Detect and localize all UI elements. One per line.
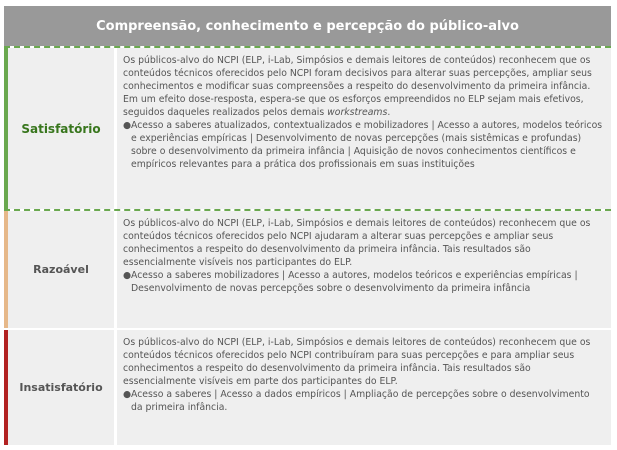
row-label-insatisfatorio: Insatisfatório <box>4 330 114 445</box>
bullet-icon: ● <box>123 270 132 281</box>
rubric-table <box>4 6 611 445</box>
bullet-icon: ● <box>123 389 132 400</box>
row-label-satisfatorio: Satisfatório <box>4 48 114 209</box>
row-description: Os públicos-alvo do NCPI (ELP, i-Lab, Simpósios e demais leitores de conteúdos) reconhecem que os conteúdos técnicos oferecidos pelo NCPI ajudaram a alterar suas percepções e ampliar seus conhecimentos a respeito do desenvolvimento da primeira infância. Tais resultados são essencialmente visíveis nos participantes do ELP. <box>123 218 591 268</box>
table-row-razoavel <box>4 211 611 328</box>
row-label-razoavel: Razoável <box>4 211 114 328</box>
row-bullet: ●Acesso a saberes | Acesso a dados empíricos | Ampliação de percepções sobre o desenvolvimento da primeira infância. <box>123 389 590 413</box>
row-content-insatisfatorio <box>114 330 611 445</box>
row-description: Os públicos-alvo do NCPI (ELP, i-Lab, Simpósios e demais leitores de conteúdos) reconhecem que os conteúdos técnicos oferecidos pelo NCPI foram decisivos para alterar suas percepções, ampliar seus conhecimentos e modificar suas compreensões a respeito do desenvolvimento da primeira infância. Em um efeito dose-resposta, espera-se que os esforços empreendidos no ELP sejam mais efetivos, seguidos daqueles realizados pelos demais workstreams. <box>123 55 592 118</box>
row-bullet: ●Acesso a saberes atualizados, contextualizados e mobilizadores | Acesso a autores, modelos teóricos e experiências empíricas | Desenvolvimento de novas percepções (mais sistêmicas e profundas) sobre o desenvolvimento da primeira infância | Aquisição de novos conhecimentos científicos e empíricos relevantes para a prática dos profissionais em suas instituições <box>123 120 603 170</box>
bullet-icon: ● <box>123 120 132 131</box>
row-content-razoavel <box>114 211 611 328</box>
table-row-satisfatorio <box>4 46 611 211</box>
table-row-insatisfatorio <box>4 328 611 445</box>
table-title: Compreensão, conhecimento e percepção do público-alvo <box>4 6 611 46</box>
row-content-satisfatorio <box>114 48 611 209</box>
row-description: Os públicos-alvo do NCPI (ELP, i-Lab, Simpósios e demais leitores de conteúdos) reconhecem que os conteúdos técnicos oferecidos pelo NCPI contribuíram para suas percepções e para ampliar seus conhecimentos a respeito do desenvolvimento da primeira infância. Tais resultados são essencialmente visíveis em parte dos participantes do ELP. <box>123 337 591 387</box>
row-bullet: ●Acesso a saberes mobilizadores | Acesso a autores, modelos teóricos e experiências empíricas | Desenvolvimento de novas percepções sobre o desenvolvimento da primeira infância <box>123 270 578 294</box>
